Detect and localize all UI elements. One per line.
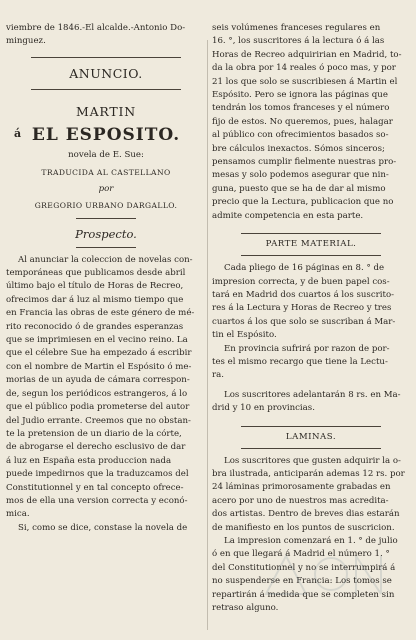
text-line: de abrogarse el derecho esclusivo de dar — [6, 442, 186, 453]
text-line: último bajo el título de Horas de Recreo, — [6, 281, 184, 292]
rule — [76, 218, 136, 219]
text-line: cuartos á los que solo se suscriban á Mar- — [212, 316, 396, 327]
text-line: admite competencia en esta parte. — [212, 210, 364, 221]
text-line: minguez. — [6, 36, 46, 47]
right-column — [212, 0, 410, 615]
text-line: Si, como se dice, constase la novela de — [18, 522, 188, 533]
rule — [241, 426, 381, 427]
left-column — [6, 0, 206, 535]
text-line: acero por uno de nuestros mas acredita- — [212, 495, 389, 506]
text-line: Al anunciar la coleccion de novelas con- — [18, 254, 193, 265]
text-line: que el público podia prometerse del autor — [6, 402, 190, 413]
text-line: precio que la Lectura, publicacion que no — [212, 197, 394, 208]
text-line: Espósito. Pero se ignora las páginas que — [212, 90, 388, 101]
text-line: tará en Madrid dos cuartos á los suscrito- — [212, 289, 395, 300]
text-line: 21 los que solo se suscribiesen á Martin el — [212, 76, 398, 87]
text-line: da la obra por 14 reales ó poco mas, y por — [212, 63, 396, 74]
text-line: rito reconocido ó de grandes esperanzas — [6, 321, 184, 332]
heading-esposito — [6, 125, 206, 145]
text-line: 24 láminas primorosamente grabadas en — [212, 482, 391, 493]
text-line: te la pretension de un diario de la córte, — [6, 428, 182, 439]
text-line: tendrán los tomos franceses y el número — [212, 103, 390, 114]
text-line: no suspenderse en Francia: Los tomos se — [212, 576, 392, 587]
text-line: ó en que llegará á Madrid el número 1. ° — [212, 549, 390, 560]
text-line: seis volúmenes franceses regulares en — [212, 23, 381, 33]
text-line: bra ilustrada, anticiparán ademas 12 rs. por — [212, 468, 405, 479]
text-line: que el célebre Sue ha empezado á escribir — [6, 348, 192, 359]
rule — [241, 448, 381, 449]
rule — [241, 233, 381, 234]
text-line: del Judio errante. Creemos que no obstan- — [6, 415, 191, 426]
text-line: ofrecimos dar á luz al mismo tiempo que — [6, 294, 184, 305]
text-line: de manifiesto en los puntos de suscricion. — [212, 522, 395, 533]
heading-laminas: LAMINAS. — [285, 431, 337, 442]
column-divider — [207, 40, 208, 630]
heading-prospecto: Prospecto. — [75, 226, 137, 241]
side-mark: á — [14, 126, 23, 140]
text-line: Los suscritores adelantarán 8 rs. en Ma- — [224, 389, 401, 400]
text-line: mica. — [6, 509, 30, 520]
text-line: puede impedirnos que la traduzcamos del — [6, 469, 189, 480]
text-line: repartirán á medida que se completen sin — [212, 589, 395, 600]
text-line: impresion correcta, y de buen papel cos- — [212, 276, 390, 287]
subtitle-por: por — [98, 184, 114, 195]
text-line: retraso alguno. — [212, 603, 279, 614]
text-line: En provincia sufrirá por razon de por- — [224, 343, 390, 354]
text-line: mos de ella una version correcta y econó- — [6, 495, 188, 506]
subtitle-traducida: TRADUCIDA AL CASTELLANO — [41, 168, 171, 178]
text-line: Constitutionnel y en tal concepto ofrece- — [6, 482, 184, 493]
text-line: dos artistas. Dentro de breves dias estarán — [212, 509, 400, 520]
text-line: guna, puesto que se ha de dar al mismo — [212, 183, 386, 194]
text-line: fijo de estos. No queremos, pues, halagar — [212, 116, 393, 127]
text-line: bre cálculos inexactos. Sómos sinceros; — [212, 143, 385, 154]
subtitle-novela: novela de E. Sue: — [68, 149, 144, 160]
text-line: en Francia las obras de este género de mé- — [6, 308, 195, 319]
heading-anuncio: ANUNCIO. — [69, 65, 143, 81]
rule — [31, 89, 181, 90]
text-line: viembre de 1846.-El alcalde.-Antonio Do- — [6, 23, 186, 33]
rule — [76, 247, 136, 248]
subtitle-translator: GREGORIO URBANO DARGALLO. — [34, 200, 178, 210]
text-line: pensamos cumplir fielmente nuestras pro- — [212, 157, 397, 168]
text-line: La impresion comenzará en 1. ° de julio — [224, 536, 398, 546]
rule — [31, 57, 181, 58]
text-line: ra. — [212, 370, 224, 381]
top-lines — [6, 22, 206, 49]
heading-martin: MARTIN — [75, 103, 137, 119]
text-line: tes el mismo recargo que tiene la Lectu- — [212, 356, 388, 367]
prospecto-body — [6, 254, 206, 536]
text-line: drid y 10 en provincias. — [212, 403, 315, 414]
intro-body — [212, 22, 410, 223]
text-line: con el nombre de Martin el Espósito ó me- — [6, 361, 192, 372]
text-line: res á la Lectura y Horas de Recreo y tres — [212, 303, 392, 314]
text-line: del Constitutionnel y no se interrumpirá á — [212, 562, 396, 573]
laminas-body — [212, 455, 410, 616]
text-line: 16. °, los suscritores á la lectura ó á las — [212, 36, 385, 47]
material-body — [212, 262, 410, 415]
text-line: tin el Espósito. — [212, 330, 277, 341]
heading-parte-material: PARTE MATERIAL. — [265, 239, 357, 250]
text-line: á luz en España esta produccion nada — [6, 455, 172, 466]
text-line: temporáneas que publicamos desde abril — [6, 268, 186, 279]
rule — [241, 255, 381, 256]
text-line: Horas de Recreo adquiririan en Madrid, to- — [212, 49, 402, 60]
heading-esposito-text: EL ESPOSITO. — [31, 124, 181, 145]
text-line: de, segun los periódicos estrangeros, á lo — [6, 388, 188, 399]
text-line: que se imprimiesen en el vecino reino. La — [6, 335, 188, 346]
text-line: mesas y solo podemos asegurar que nin- — [212, 170, 389, 181]
text-line: Los suscritores que gusten adquirir la o- — [224, 455, 401, 466]
text-line: morias de un ayuda de cámara correspon- — [6, 375, 190, 386]
text-line: Cada pliego de 16 páginas en 8. ° de — [224, 263, 385, 274]
text-line: al público con ofrecimientos basados so- — [212, 130, 389, 141]
